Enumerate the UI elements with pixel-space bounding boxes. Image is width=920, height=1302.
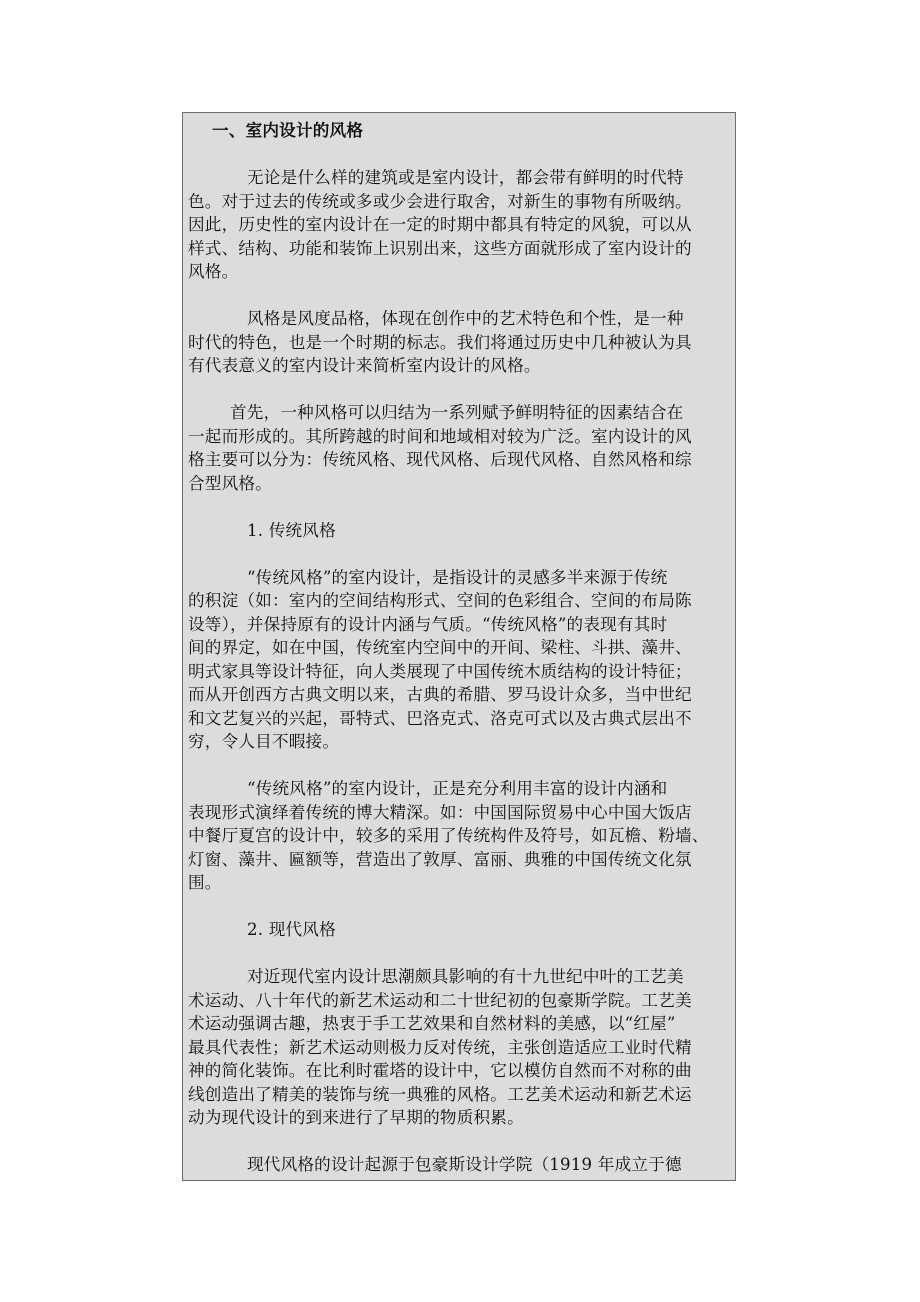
text-line: 时代的特色，也是一个时期的标志。我们将通过历史中几种被认为具: [188, 332, 692, 352]
text-line: 灯窗、藻井、匾额等，营造出了敦厚、富丽、典雅的中国传统文化氛: [188, 849, 692, 869]
document-text-box: [182, 112, 736, 1181]
text-line: 动为现代设计的到来进行了早期的物质积累。: [188, 1108, 524, 1127]
text-line: 对近现代室内设计思潮颇具影响的有十九世纪中叶的工艺美: [247, 967, 684, 986]
text-line: 有代表意义的室内设计来简析室内设计的风格。: [188, 356, 541, 375]
text-line: 围。: [188, 873, 222, 892]
text-line: 神的简化装饰。在比利时霍塔的设计中，它以模仿自然而不对称的曲: [188, 1061, 692, 1080]
text-line: 样式、结构、功能和装饰上识别出来，这些方面就形成了室内设计的: [188, 238, 692, 258]
text-line: 而从开创西方古典文明以来，古典的希腊、罗马设计众多，当中世纪: [188, 685, 692, 704]
paragraph: [188, 307, 731, 378]
text-line: 风格。: [188, 262, 239, 281]
text-line: 风格是风度品格，体现在创作中的艺术特色和个性，是一种: [247, 309, 684, 328]
paragraph: [188, 1153, 731, 1177]
text-line: “传统风格”的室内设计，正是充分利用丰富的设计内涵和: [247, 779, 668, 798]
text-line: 线创造出了精美的装饰与统一典雅的风格。工艺美术运动和新艺术运: [188, 1084, 692, 1104]
text-line: 表现形式演绎着传统的博大精深。如：中国国际贸易中心中国大饭店: [188, 802, 692, 822]
text-line: 现代风格的设计起源于包豪斯设计学院（1919 年成立于德: [247, 1155, 682, 1174]
text-line: 最具代表性；新艺术运动则极力反对传统，主张创造适应工业时代精: [188, 1037, 692, 1057]
text-line: 色。对于过去的传统或多或少会进行取舍，对新生的事物有所吸纳。: [188, 191, 692, 211]
text-line: 无论是什么样的建筑或是室内设计，都会带有鲜明的时代特: [247, 168, 684, 187]
paragraph: [188, 166, 731, 284]
subsection-heading: 2. 现代风格: [247, 920, 336, 939]
text-line: 间的界定，如在中国，传统室内空间中的开间、梁柱、斗拱、藻井、: [188, 638, 692, 657]
text-line: 术运动强调古趣，热衷于手工艺效果和自然材料的美感，以“红屋”: [188, 1014, 676, 1033]
paragraph: [188, 965, 731, 1130]
paragraph: [188, 777, 731, 895]
text-line: 因此，历史性的室内设计在一定的时期中都具有特定的风貌，可以从: [188, 215, 692, 234]
text-line: 设等），并保持原有的设计内涵与气质。“传统风格”的表现有其时: [188, 614, 668, 634]
section-heading: 一、室内设计的风格: [212, 121, 364, 140]
text-line: 明式家具等设计特征，向人类展现了中国传统木质结构的设计特征；: [188, 661, 692, 681]
text-line: 合型风格。: [188, 473, 272, 493]
paragraph: [188, 566, 731, 754]
text-line: 一起而形成的。其所跨越的时间和地域相对较为广泛。室内设计的风: [188, 426, 692, 446]
text-line: 首先，一种风格可以归结为一系列赋予鲜明特征的因素结合在: [230, 403, 684, 422]
text-line: 和文艺复兴的兴起，哥特式、巴洛克式、洛克可式以及古典式层出不: [188, 708, 692, 728]
paragraph: [188, 401, 731, 495]
text-line: 的积淀（如：室内的空间结构形式、空间的色彩组合、空间的布局陈: [188, 591, 692, 610]
text-line: 术运动、八十年代的新艺术运动和二十世纪初的包豪斯学院。工艺美: [188, 990, 692, 1010]
text-line: 穷，令人目不暇接。: [188, 732, 340, 751]
text-line: 中餐厅夏宫的设计中，较多的采用了传统构件及符号，如瓦檐、粉墙、: [188, 826, 709, 845]
text-line: 格主要可以分为：传统风格、现代风格、后现代风格、自然风格和综: [188, 450, 692, 469]
text-line: “传统风格”的室内设计，是指设计的灵感多半来源于传统: [247, 567, 668, 587]
subsection-heading: 1. 传统风格: [247, 520, 336, 540]
